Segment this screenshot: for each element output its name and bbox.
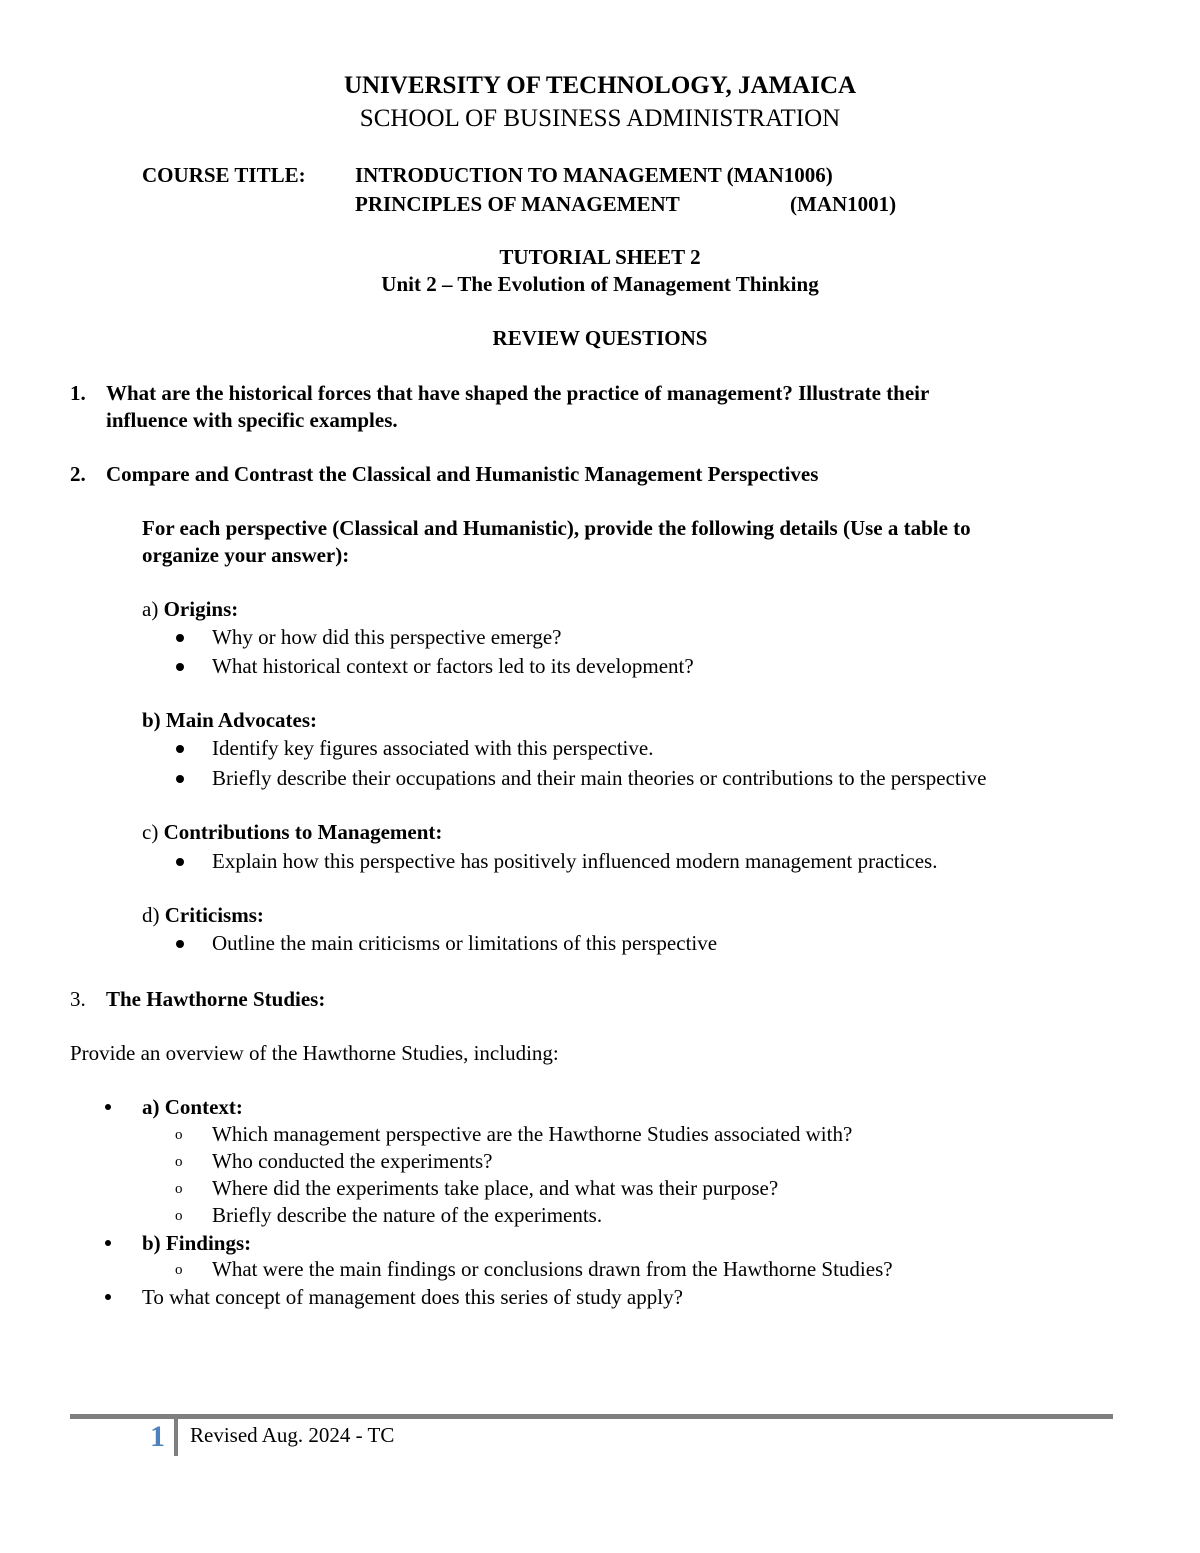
q2-number: 2. (70, 462, 86, 486)
bullet-dot-icon (176, 634, 184, 642)
q3-a-heading: a) Context: (142, 1095, 243, 1119)
bullet-circle-icon: o (175, 1154, 183, 1170)
q2-intro-line2: organize your answer): (142, 543, 350, 567)
bullet-circle-icon: o (175, 1262, 183, 1278)
revision-note: Revised Aug. 2024 - TC (190, 1423, 395, 1447)
unit-title: Unit 2 – The Evolution of Management Thinking (381, 272, 819, 296)
university-title: UNIVERSITY OF TECHNOLOGY, JAMAICA (343, 72, 857, 99)
q2-c-item-1: Explain how this perspective has positively influenced modern management practices. (212, 849, 938, 873)
footer-divider (174, 1419, 178, 1456)
bullet-circle-icon: o (175, 1181, 183, 1197)
q2-a-item-2: What historical context or factors led to its development? (212, 654, 694, 678)
q2-d-item-1: Outline the main criticisms or limitations of this perspective (212, 931, 718, 955)
q2-b-heading: b) Main Advocates: (142, 708, 317, 732)
q3-number: 3. (70, 987, 86, 1011)
course-title-2-code: (MAN1001) (790, 192, 897, 216)
school-title: SCHOOL OF BUSINESS ADMINISTRATION (359, 105, 841, 132)
q1-number: 1. (70, 381, 86, 405)
bullet-dot-icon (176, 940, 184, 948)
q3-last-item: To what concept of management does this series of study apply? (142, 1285, 683, 1309)
q3-a-item-2: Who conducted the experiments? (212, 1149, 493, 1173)
q2-a-heading: a) Origins: (142, 597, 239, 621)
bullet-dot-icon (176, 858, 184, 866)
q1-text-line1: What are the historical forces that have shaped the practice of management? Illustrate their (106, 381, 930, 405)
q2-b-item-2: Briefly describe their occupations and their main theories or contributions to the perspective (212, 766, 987, 790)
review-questions-heading: REVIEW QUESTIONS (492, 326, 708, 350)
q2-title: Compare and Contrast the Classical and Humanistic Management Perspectives (106, 462, 819, 486)
course-label: COURSE TITLE: (142, 163, 306, 187)
q3-a-item-1: Which management perspective are the Hawthorne Studies associated with? (212, 1122, 853, 1146)
q3-intro: Provide an overview of the Hawthorne Studies, including: (70, 1041, 559, 1065)
q3-b-item-1: What were the main findings or conclusions drawn from the Hawthorne Studies? (212, 1257, 893, 1281)
bullet-circle-icon: o (175, 1127, 183, 1143)
footer-rule (70, 1414, 1113, 1419)
bullet-dot-icon (105, 1240, 111, 1246)
q3-title: The Hawthorne Studies: (106, 987, 326, 1011)
q1-text-line2: influence with specific examples. (106, 408, 398, 432)
q3-b-heading: b) Findings: (142, 1231, 252, 1255)
page-number: 1 (150, 1420, 165, 1453)
bullet-dot-icon (105, 1104, 111, 1110)
q2-b-item-1: Identify key figures associated with this perspective. (212, 736, 654, 760)
q2-a-item-1: Why or how did this perspective emerge? (212, 625, 562, 649)
q2-c-heading: c) Contributions to Management: (142, 820, 443, 844)
q2-intro-line1: For each perspective (Classical and Humanistic), provide the following details (Use a table to (142, 516, 971, 540)
q3-a-item-4: Briefly describe the nature of the experiments. (212, 1203, 603, 1227)
tutorial-sheet-title: TUTORIAL SHEET 2 (499, 245, 701, 269)
q2-d-heading: d) Criticisms: (142, 903, 264, 927)
course-title-2-name: PRINCIPLES OF MANAGEMENT (355, 192, 680, 216)
bullet-dot-icon (176, 745, 184, 753)
course-title-1: INTRODUCTION TO MANAGEMENT (MAN1006) (355, 163, 833, 187)
bullet-circle-icon: o (175, 1208, 183, 1224)
bullet-dot-icon (176, 663, 184, 671)
q3-a-item-3: Where did the experiments take place, and what was their purpose? (212, 1176, 779, 1200)
bullet-dot-icon (105, 1294, 111, 1300)
bullet-dot-icon (176, 775, 184, 783)
